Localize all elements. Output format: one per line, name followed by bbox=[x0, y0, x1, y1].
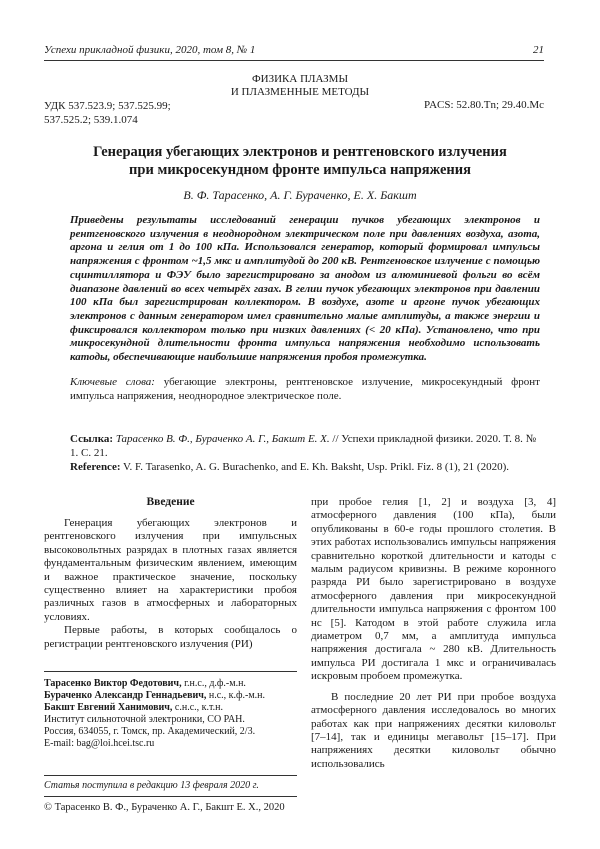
left-column bbox=[44, 517, 297, 651]
running-header-journal: Успехи прикладной физики, 2020, том 8, № 1 bbox=[44, 44, 256, 56]
citation-ru-authors: Тарасенко В. Ф., Бураченко А. Г., Бакшт Е. Х. bbox=[113, 433, 330, 445]
citation-ru-rest: // Успехи прикладной физики. 2020. Т. 8. № 1. С. 21. bbox=[70, 433, 537, 459]
section-line-1: ФИЗИКА ПЛАЗМЫ bbox=[251, 73, 349, 85]
institute: Институт сильноточной электроники, СО РАН. bbox=[44, 714, 245, 725]
citation-ru-label: Ссылка: bbox=[70, 433, 114, 445]
citation-en-label: Reference: bbox=[70, 461, 121, 473]
page-number: 21 bbox=[533, 44, 544, 56]
author-1-name: Тарасенко Виктор Федотович, bbox=[44, 678, 182, 689]
section-heading bbox=[0, 73, 600, 99]
footnote-author-1 bbox=[44, 678, 297, 690]
author-3-info: с.н.с., к.т.н. bbox=[172, 702, 223, 713]
received-date: Статья поступила в редакцию 13 февраля 2020 г. bbox=[44, 780, 259, 791]
footnote-author-3 bbox=[44, 702, 297, 714]
citation bbox=[70, 432, 540, 474]
author-footnote bbox=[44, 678, 297, 750]
copyright-rule bbox=[44, 796, 297, 797]
section-line-2: И ПЛАЗМЕННЫЕ МЕТОДЫ bbox=[230, 86, 370, 98]
author-2-info: н.с., к.ф.-м.н. bbox=[206, 690, 266, 701]
received-rule bbox=[44, 775, 297, 776]
udc-codes bbox=[44, 99, 171, 127]
author-3-name: Бакшт Евгений Ханимович, bbox=[44, 702, 173, 713]
email: E-mail: bag@loi.hcei.tsc.ru bbox=[44, 738, 155, 749]
intro-paragraph-1: Генерация убегающих электронов и рентгеновского излучения при импульсных высоковольтных разрядах в плотных газах является фундаментальным физическим явлением, имеющим и важное практическое значение, поскольку существенно влияет на характеристики пробоя различных газов в атмосферных и лабораторных условиях. bbox=[44, 517, 297, 623]
article-title bbox=[60, 143, 540, 179]
citation-ru bbox=[70, 432, 540, 460]
footnote-author-2 bbox=[44, 690, 297, 702]
title-line-1: Генерация убегающих электронов и рентгеновского излучения bbox=[93, 144, 507, 160]
keywords-label: Ключевые слова: bbox=[70, 376, 155, 388]
intro-paragraph-2: Первые работы, в которых сообщалось о регистрации рентгеновского излучения (РИ) bbox=[44, 624, 297, 650]
title-line-2: при микросекундном фронте импульса напряжения bbox=[129, 162, 471, 178]
keywords bbox=[70, 375, 540, 403]
intro-paragraph-3: В последние 20 лет РИ при пробое воздуха атмосферного давления исследовалось во многих работах как при напряжениях десятки киловольт [7–14], так и единицы мегавольт [15–17]. При напряжениях десятки киловольт обычно использовались bbox=[311, 690, 556, 770]
pacs-codes: PACS: 52.80.Tn; 29.40.Mc bbox=[423, 99, 544, 111]
udc-line-1: УДК 537.523.9; 537.525.99; bbox=[44, 100, 171, 112]
header-rule bbox=[44, 60, 544, 61]
footnote-rule bbox=[44, 671, 297, 672]
author-1-info: г.н.с., д.ф.-м.н. bbox=[181, 678, 246, 689]
authors: В. Ф. Тарасенко, А. Г. Бураченко, Е. Х. Бакшт bbox=[183, 188, 417, 202]
citation-en bbox=[70, 460, 540, 474]
intro-paragraph-continued: при пробое гелия [1, 2] и воздуха [3, 4] атмосферного давления (100 кПа), были опубликованы в 60-е годы прошлого столетия. В этих работах использовались импульсы напряжения сравнительно короткой длительности и катоды с малым радиусом кривизны. В режиме коронного разряда РИ было зарегистрировано в воздухе атмосферного давления при микросекундной длительности импульса напряжения с фронтом 100 нс [5]. Катодом в этой работе служила игла диаметром 0,7 мм, а амплитуда импульса напряжения достигала ~ 280 кВ. Длительность импульса РИ достигала 1 мкс и ограничивалась искровым пробоем промежутка. bbox=[311, 496, 556, 683]
author-2-name: Бураченко Александр Геннадьевич, bbox=[44, 690, 207, 701]
address: Россия, 634055, г. Томск, пр. Академический, 2/3. bbox=[44, 726, 256, 737]
intro-heading: Введение bbox=[146, 496, 195, 508]
abstract: Приведены результаты исследований генерации пучков убегающих электронов и рентгеновского излучения в неоднородном электрическом поле при давлениях воздуха, азота, аргона и гелия от 1 до 100 кПа. Использовался генератор, который формировал импульсы напряжения с фронтом ~1,5 мкс и амплитудой до 200 кВ. Рентгеновское излучение с помощью сцинтиллятора и ФЭУ было зарегистрировано за анодом из алюминиевой фольги во всём диапазоне давлений во всех четырёх газах. В гелии пучок убегающих электронов при давлении 100 кПа был зарегистрирован коллектором. В воздухе, азоте и аргоне пучок убегающих электронов с данным генератором имел сравнительно малые амплитуды, а также энергии и фиксировался коллектором только при низких давлениях (< 20 кПа). Установлено, что при микросекундной длительности фронта импульса напряжения необходимо использовать катоды, обеспечивающие наибольшие напряжения пробоя промежутка. bbox=[70, 214, 540, 364]
right-column bbox=[311, 496, 556, 771]
citation-en-text: V. F. Tarasenko, A. G. Burachenko, and E. Kh. Baksht, Usp. Prikl. Fiz. 8 (1), 21 (2020). bbox=[120, 461, 509, 473]
copyright: © Тарасенко В. Ф., Бураченко А. Г., Бакшт Е. Х., 2020 bbox=[44, 802, 285, 813]
keywords-text: убегающие электроны, рентгеновское излучение, микросекундный фронт импульса напряжения, неоднородное электрическое поле. bbox=[70, 376, 540, 402]
udc-line-2: 537.525.2; 539.1.074 bbox=[44, 114, 138, 126]
